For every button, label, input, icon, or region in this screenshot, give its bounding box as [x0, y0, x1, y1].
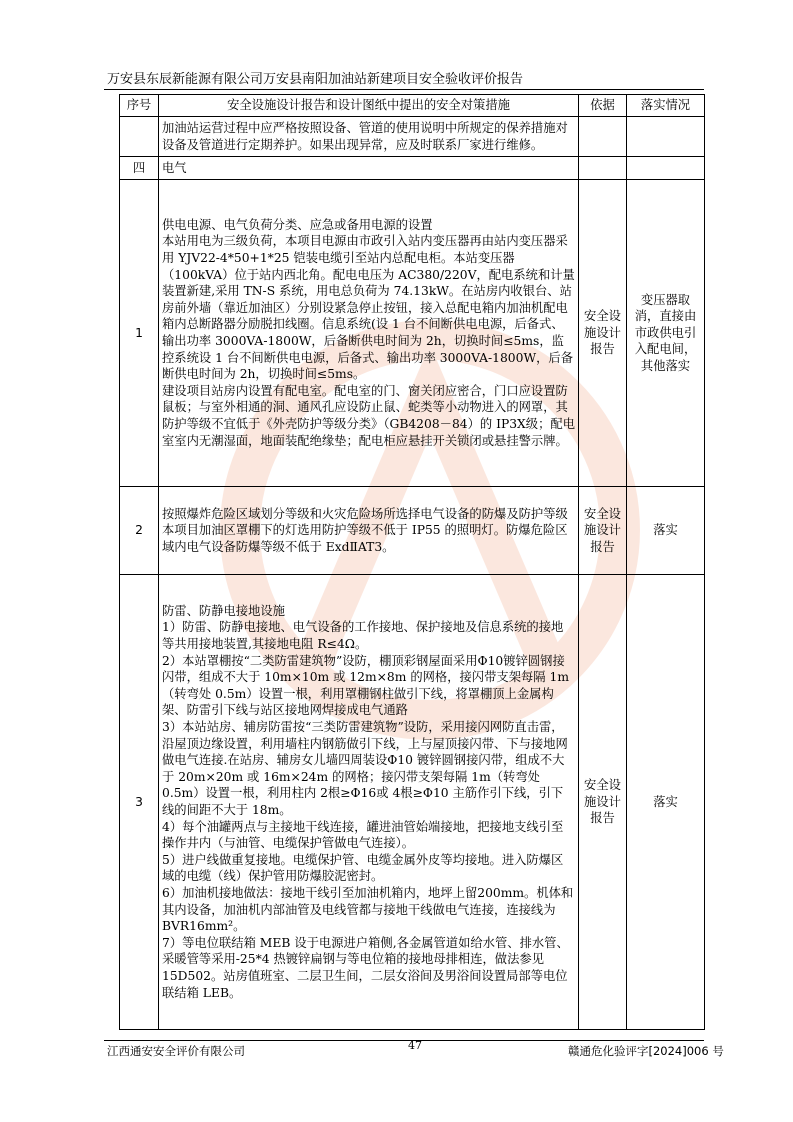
row-no: 2	[120, 487, 159, 575]
table-row	[120, 575, 705, 1030]
measure-line: 4）每个油罐两点与主接地干线连接，罐进油管始端接地，把接地支线引至操作井内（与油管、电缆保护管做电气连接）。	[162, 819, 564, 851]
row-measures	[159, 180, 579, 487]
page-number: 47	[408, 1039, 422, 1052]
table-row	[120, 487, 705, 575]
measure-line: 6）加油机接地做法：接地干线引至加油机箱内，地坪上留200mm。机体和其内设备，加油机内部油管及电线管都与接地干线做电气连接，连接线为 BVR16mm²。	[162, 885, 574, 934]
footer-rule	[104, 1040, 704, 1041]
table-row	[120, 180, 705, 487]
measure-line: 3）本站站房、辅房防雷按“三类防雷建筑物”设防，采用接闪网防直击雷，沿屋顶边缘设置，利用墙柱内钢筋做引下线，上与屋顶接闪带、下与接地网做电气连接.在站房、辅房女儿墙四周装设Φ10 镀锌圆钢接闪带，组成不大于 20m×20m 或 16m×24m 的网格；接闪带支架每隔 1m（转弯处 0.5m）设置一根，利用柱内 2根≥Φ16或 4根≥Φ10 主筋作引下线，引下线的间距不大于 18m。	[162, 720, 568, 817]
section-no: 四	[120, 157, 159, 180]
row-measures	[159, 575, 579, 1030]
row-basis: 安全设施设计报告	[579, 487, 627, 575]
header-basis: 依据	[579, 95, 627, 117]
section-title: 电气	[159, 157, 579, 180]
page-header: 万安县东辰新能源有限公司万安县南阳加油站新建项目安全验收评价报告	[107, 72, 524, 87]
measure-line: 建设项目站房内设置有配电室。配电室的门、窗关闭应密合，门口应设置防鼠板；与室外相通的洞、通风孔应设防止鼠、蛇类等小动物进入的网罩，其防护等级不宜低于《外壳防护等级分类》（GB4208－84）的 IP3X级；配电室室内无潮湿面，地面装配绝缘垫；配电柜应悬挂开关锁闭或悬挂警示牌。	[162, 383, 575, 448]
safety-measures-table	[119, 94, 705, 1030]
header-no: 序号	[120, 95, 159, 117]
measure-line: 供电电源、电气负荷分类、应急或备用电源的设置	[162, 217, 433, 232]
measure-line: 1）防雷、防静电接地、电气设备的工作接地、保护接地及信息系统的接地等共用接地装置,其接地电阻 R≤4Ω。	[162, 620, 564, 652]
measure-line: 7）等电位联结箱 MEB 设于电源进户箱侧,各金属管道如给水管、排水管、采暖管等采用-25*4 热镀锌扁钢与等电位箱的接地母排相连，做法参见 15D502。站房值班室、二层卫生间，二层女浴间及男浴间设置局部等电位联结箱 LEB。	[162, 935, 569, 1000]
measure-line: 本项目加油区罩棚下的灯选用防护等级不低于 IP55 的照明灯。防爆危险区域内电气设备防爆等级不低于 ExdⅡAT3。	[162, 523, 568, 554]
measure-line: 5）进户线做重复接地。电缆保护管、电缆金属外皮等均接地。进入防爆区域的电缆（线）保护管用防爆胶泥密封。	[162, 852, 564, 884]
measure-line: 2）本站罩棚按“二类防雷建筑物”设防，棚顶彩钢屋面采用Φ10镀锌圆钢接闪带，组成不大于 10m×10m 或 12m×8m 的网格，接闪带支架每隔 1m（转弯处 0.5m）设置一根，利用罩棚钢柱做引下线，将罩棚顶上金属构架、防雷引下线与站区接地网焊接成电气通路	[162, 653, 569, 718]
header-rule	[104, 89, 704, 90]
row-status: 落实	[627, 575, 705, 1030]
footer-company: 江西通安安全评价有限公司	[107, 1044, 245, 1058]
header-status: 落实情况	[627, 95, 705, 117]
header-measures: 安全设施设计报告和设计图纸中提出的安全对策措施	[159, 95, 579, 117]
table-row-section	[120, 157, 705, 180]
table-header-row	[120, 95, 705, 117]
row-status: 变压器取消，直接由市政供电引入配电间，其他落实	[627, 180, 705, 487]
measure-line: 本站用电为三级负荷，本项目电源由市政引入站内变压器再由站内变压器采用 YJV22-4*50+1*25 铠装电缆引至站内总配电柜。本站变压器（100kVA）位于站内西北角。配电电压为 AC380/220V，配电系统和计量装置新建,采用 TN-S 系统，用电总负荷为 74.13kW。在站房内收银台、站房前外墙（靠近加油区）分别设紧急停止按钮，接入总配电箱内加油机配电箱内总断路器分励脱扣线圈。信息系统(设 1 台不间断供电电源，后备式、输出功率 3000VA-1800W，后备断供电时间为 2h，切换时间≤5ms，监控系统设 1 台不间断供电电源，后备式、输出功率 3000VA-1800W，后备断供电时间为 2h，切换时间≤5ms。	[162, 234, 575, 382]
row-basis: 安全设施设计报告	[579, 575, 627, 1030]
row-measures	[159, 487, 579, 575]
row-no: 1	[120, 180, 159, 487]
measure-line: 按照爆炸危险区域划分等级和火灾危险场所选择电气设备的防爆及防护等级	[162, 506, 568, 521]
continuation-text: 加油站运营过程中应严格按照设备、管道的使用说明中所规定的保养措施对设备及管道进行定期养护。如果出现异常，应及时联系厂家进行维修。	[159, 117, 579, 157]
report-code: 赣通危化验评字[2024]006 号	[568, 1044, 724, 1058]
row-no: 3	[120, 575, 159, 1030]
row-basis: 安全设施设计报告	[579, 180, 627, 487]
table-row-continuation	[120, 117, 705, 157]
row-status: 落实	[627, 487, 705, 575]
measure-line: 防雷、防静电接地设施	[162, 603, 285, 618]
